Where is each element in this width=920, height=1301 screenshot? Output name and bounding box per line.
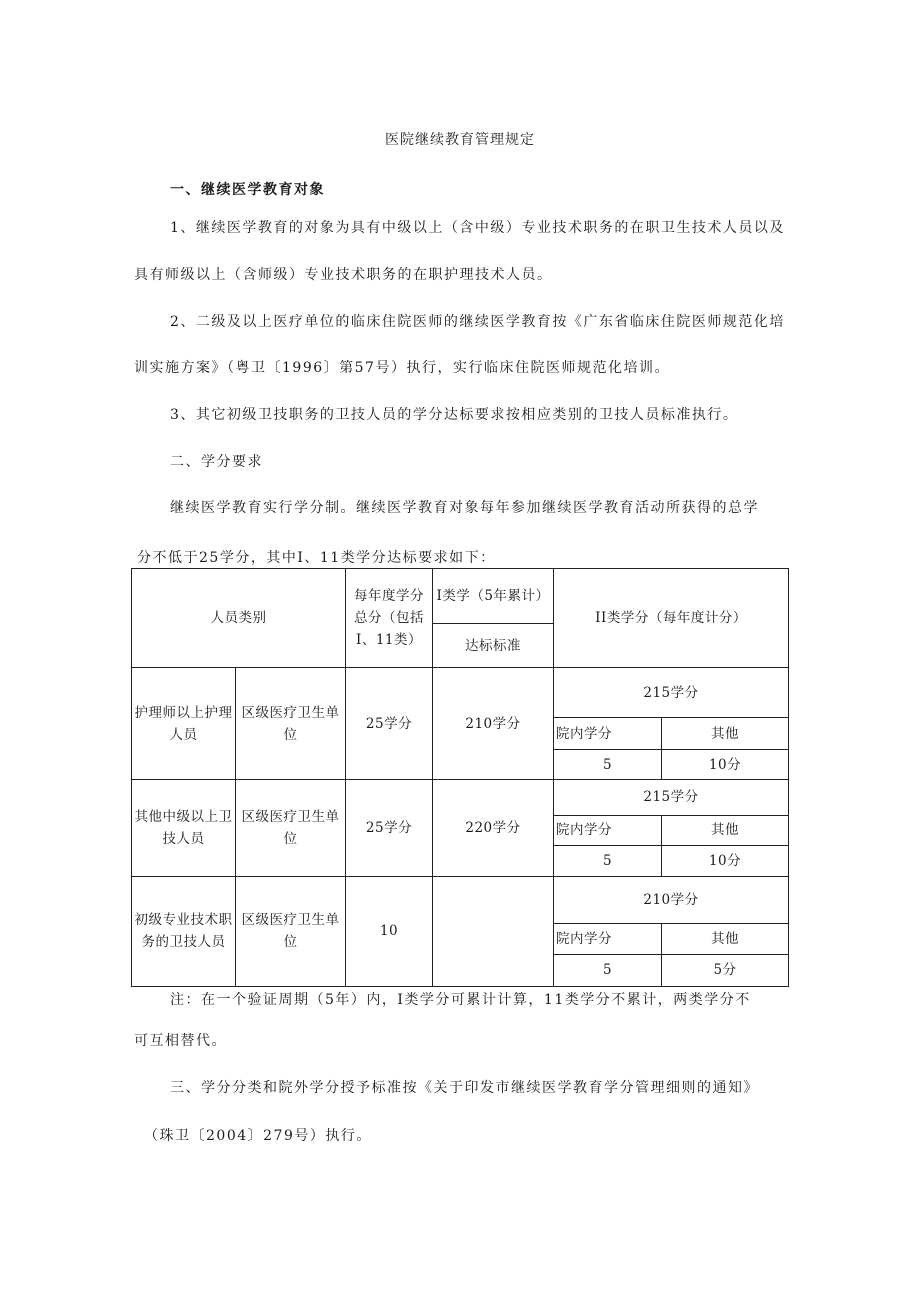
header-staff-type: 人员类别 (132, 569, 346, 668)
row2-category: 其他中级以上卫技人员 (132, 780, 236, 876)
row1-category: 护理师以上护理人员 (132, 668, 236, 780)
row1-other-value: 10分 (662, 750, 789, 780)
row2-annual-total: 25学分 (346, 780, 433, 876)
section3-line2: （珠卫〔2004〕279号）执行。 (144, 1128, 372, 1144)
row2-other-value: 10分 (662, 845, 789, 876)
row3-inhouse-value: 5 (554, 954, 662, 986)
row3-other-value: 5分 (662, 954, 789, 986)
header-class2-title: II类学分（每年度计分） (554, 569, 789, 668)
row1-inhouse-label: 院内学分 (554, 718, 662, 750)
row3-class2-total: 210学分 (554, 876, 789, 923)
page-title: 医院继续教育管理规定 (385, 132, 535, 148)
row2-inhouse-value: 5 (554, 845, 662, 876)
header-class1-standard: 达标标准 (433, 624, 554, 668)
row2-class1: 220学分 (433, 780, 554, 876)
section3-line1: 三、学分分类和院外学分授予标准按《关于印发市继续医学教育学分管理细则的通知》 (170, 1080, 759, 1096)
row3-other-label: 其他 (662, 923, 789, 954)
section1-item1-line1: 1、继续医学教育的对象为具有中级以上（含中级）专业技术职务的在职卫生技术人员以及 (170, 220, 785, 236)
row3-inhouse-label: 院内学分 (554, 923, 662, 954)
row1-inhouse-value: 5 (554, 750, 662, 780)
row1-class1: 210学分 (433, 668, 554, 780)
header-annual-total: 每年度学分总分（包括I、11类） (346, 569, 433, 668)
row2-other-label: 其他 (662, 815, 789, 845)
row3-unit: 区级医疗卫生单位 (236, 876, 346, 986)
section1-heading: 一、继续医学教育对象 (170, 182, 325, 198)
row1-other-label: 其他 (662, 718, 789, 750)
credit-requirements-table (131, 568, 789, 987)
section2-para-line2: 分不低于25学分，其中I、11类学分达标要求如下： (137, 550, 496, 566)
section2-heading: 二、学分要求 (170, 454, 263, 470)
note-line1: 注：在一个验证周期（5年）内，I类学分可累计计算，11类学分不累计，两类学分不 (170, 992, 751, 1008)
row3-annual-total: 10 (346, 876, 433, 986)
section1-item1-line2: 具有师级以上（含师级）专业技术职务的在职护理技术人员。 (134, 267, 553, 283)
header-class1-title: I类学（5年累计） (433, 569, 554, 624)
section1-item3: 3、其它初级卫技职务的卫技人员的学分达标要求按相应类别的卫技人员标准执行。 (170, 407, 739, 423)
section1-item2-line1: 2、二级及以上医疗单位的临床住院医师的继续医学教育按《广东省临床住院医师规范化培 (170, 314, 785, 330)
row3-category: 初级专业技术职务的卫技人员 (132, 876, 236, 986)
row1-annual-total: 25学分 (346, 668, 433, 780)
section1-item2-line2: 训实施方案》（粤卫〔1996〕第57号）执行，实行临床住院医师规范化培训。 (134, 360, 670, 376)
note-line2: 可互相替代。 (134, 1033, 227, 1049)
row1-class2-total: 215学分 (554, 668, 789, 718)
row1-unit: 区级医疗卫生单位 (236, 668, 346, 780)
row2-class2-total: 215学分 (554, 780, 789, 815)
row2-unit: 区级医疗卫生单位 (236, 780, 346, 876)
row2-inhouse-label: 院内学分 (554, 815, 662, 845)
section2-para-line1: 继续医学教育实行学分制。继续医学教育对象每年参加继续医学教育活动所获得的总学 (170, 500, 759, 516)
row3-class1 (433, 876, 554, 986)
